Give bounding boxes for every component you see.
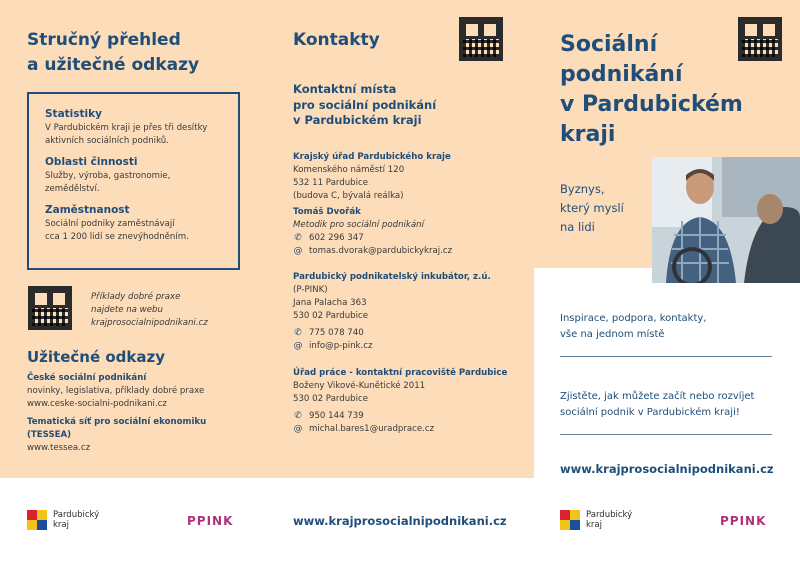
link2-url[interactable]: www.tessea.cz <box>27 443 91 453</box>
link2-title-l1: Tematická síť pro sociální ekonomiku <box>27 417 207 427</box>
contact2-phone: 775 078 740 <box>309 328 364 338</box>
pardubicky-kraj-logo <box>27 510 99 530</box>
contact2-address-l3: 530 02 Pardubice <box>293 311 369 321</box>
left-title <box>27 28 267 78</box>
contact1-email: tomas.dvorak@pardubickykraj.cz <box>309 246 453 256</box>
phone-icon: ✆ <box>294 411 302 421</box>
left-column <box>27 28 267 78</box>
qr-caption <box>91 291 251 330</box>
cover-title-l2: podnikání <box>560 62 683 87</box>
qr-code-icon[interactable] <box>738 17 782 61</box>
stats-text-l2: aktivních sociálních podniků. <box>45 136 169 146</box>
cover-title <box>560 30 743 150</box>
contact1-address <box>293 164 523 203</box>
stats-text-l1: V Pardubickém kraji je přes tři desítky <box>45 123 208 133</box>
contact3-address <box>293 380 528 406</box>
employment-title: Zaměstnanost <box>45 204 130 216</box>
contact1-person: Tomáš Dvořák <box>293 207 361 217</box>
contact2-org: Pardubický podnikatelský inkubátor, z.ú. <box>293 272 491 282</box>
intro-text-1-l1: Inspirace, podpora, kontakty, <box>560 313 707 324</box>
link1-title: České sociální podnikání <box>27 373 147 383</box>
intro-text-1-l2: vše na jednom místě <box>560 329 665 340</box>
pk-logo-l2: kraj <box>586 520 602 530</box>
cover-tagline-l1: Byznys, <box>560 182 605 196</box>
ppink-logo: PPINK <box>187 514 234 528</box>
contacts-subtitle-l2: pro sociální podnikání <box>293 97 437 112</box>
email-icon: @ <box>293 246 303 256</box>
divider <box>560 356 772 357</box>
phone-icon: ✆ <box>294 328 302 338</box>
footer-website-link[interactable]: www.krajprosocialnipodnikani.cz <box>293 514 507 528</box>
pardubicky-kraj-logo-text <box>586 510 632 530</box>
employment-text-l2: cca 1 200 lidí se znevýhodněním. <box>45 232 189 242</box>
cover-tagline-l2: který myslí <box>560 201 624 215</box>
areas-text-l2: zemědělství. <box>45 184 100 194</box>
contact1-phone-row[interactable] <box>293 232 523 245</box>
intro-text-2-l1: Zjistěte, jak můžete začít nebo rozvíjet <box>560 391 755 402</box>
cover-title-l4: kraji <box>560 122 616 147</box>
contact3-phone-row[interactable] <box>293 410 528 423</box>
employment-text-l1: Sociální podniky zaměstnávají <box>45 219 175 229</box>
contact2-email: info@p-pink.cz <box>309 341 373 351</box>
qr-caption-l2: najdete na webu <box>91 305 163 315</box>
cover-tagline-l3: na lidi <box>560 220 595 234</box>
contact-1 <box>293 151 523 258</box>
contact3-phone: 950 144 739 <box>309 411 364 421</box>
phone-icon: ✆ <box>294 233 302 243</box>
areas-title: Oblasti činnosti <box>45 156 138 168</box>
contact2-phone-row[interactable] <box>293 327 523 340</box>
contact3-email: michal.bares1@uradprace.cz <box>309 424 435 434</box>
contact-3 <box>293 367 528 436</box>
cover-photo-illustration <box>652 157 800 283</box>
cover-title-l1: Sociální <box>560 32 658 57</box>
pk-logo-l1: Pardubický <box>586 510 633 520</box>
intro-text-2 <box>560 389 754 421</box>
pardubicky-kraj-logo-text <box>53 510 99 530</box>
contact1-address-l1: Komenského náměstí 120 <box>293 165 405 175</box>
contact1-role: Metodik pro sociální podnikání <box>293 220 425 230</box>
link2-title-l2: (TESSEA) <box>27 430 72 440</box>
contact3-address-l1: Boženy Vikové-Kunětické 2011 <box>293 381 426 391</box>
intro-text-1 <box>560 311 707 343</box>
employment-text <box>45 218 222 244</box>
contacts-title: Kontakty <box>293 30 380 50</box>
cover-tagline <box>560 180 624 237</box>
left-title-line1: Stručný přehled <box>27 30 181 50</box>
contact1-address-l3: (budova C, bývalá reálka) <box>293 191 404 201</box>
contact3-email-row[interactable] <box>293 423 528 436</box>
areas-text <box>45 170 222 196</box>
pardubicky-kraj-flag-icon <box>560 510 580 530</box>
contact3-address-l2: 530 02 Pardubice <box>293 394 369 404</box>
contact1-phone: 602 296 347 <box>309 233 364 243</box>
link2-title <box>27 416 267 442</box>
qr-caption-url[interactable]: krajprosocialnipodnikani.cz <box>91 318 208 328</box>
pk-logo-l2: kraj <box>53 520 69 530</box>
contact-2 <box>293 271 523 353</box>
contact2-address <box>293 284 523 323</box>
contact1-email-row[interactable] <box>293 245 523 258</box>
qr-caption-l1: Příklady dobré praxe <box>91 292 181 302</box>
email-icon: @ <box>293 341 303 351</box>
intro-text-2-l2: sociální podnik v Pardubickém kraji! <box>560 407 740 418</box>
links-title: Užitečné odkazy <box>27 348 166 366</box>
link1-url[interactable]: www.ceske-socialni-podnikani.cz <box>27 399 167 409</box>
areas-text-l1: Služby, výroba, gastronomie, <box>45 171 171 181</box>
email-icon: @ <box>293 424 303 434</box>
divider <box>560 434 772 435</box>
links-list <box>27 372 267 455</box>
contact3-org: Úřad práce - kontaktní pracoviště Pardubice <box>293 368 508 378</box>
left-title-line2: a užitečné odkazy <box>27 55 200 75</box>
contacts-subtitle-l3: v Pardubickém kraji <box>293 113 422 127</box>
qr-code-icon[interactable] <box>459 17 503 61</box>
pardubicky-kraj-flag-icon <box>27 510 47 530</box>
qr-code-icon[interactable] <box>28 286 72 330</box>
contact1-org: Krajský úřad Pardubického kraje <box>293 152 451 162</box>
contact2-address-l1: (P-PINK) <box>293 285 328 295</box>
pardubicky-kraj-logo <box>560 510 632 530</box>
cover-photo <box>652 157 800 283</box>
contacts-subtitle <box>293 82 436 129</box>
stats-text <box>45 122 222 148</box>
cover-website-link[interactable]: www.krajprosocialnipodnikani.cz <box>560 462 774 476</box>
contact2-email-row[interactable] <box>293 340 523 353</box>
contact2-address-l2: Jana Palacha 363 <box>293 298 367 308</box>
pk-logo-l1: Pardubický <box>53 510 100 520</box>
cover-title-l3: v Pardubickém <box>560 92 743 117</box>
stats-title: Statistiky <box>45 108 102 120</box>
contacts-subtitle-l1: Kontaktní místa <box>293 82 397 96</box>
ppink-logo: PPINK <box>720 514 767 528</box>
link1-desc: novinky, legislativa, příklady dobré praxe <box>27 386 205 396</box>
contact1-address-l2: 532 11 Pardubice <box>293 178 369 188</box>
stats-box <box>27 92 240 270</box>
